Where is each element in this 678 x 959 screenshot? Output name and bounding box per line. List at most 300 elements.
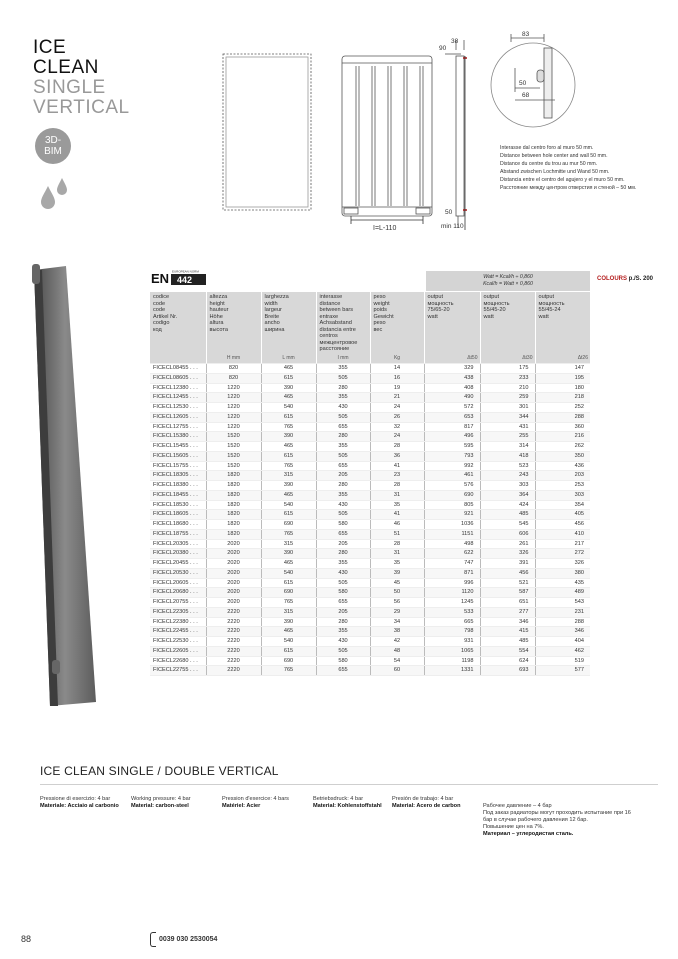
pressure-de [313,796,395,810]
table-row [150,529,590,539]
table-row [150,559,590,569]
table-header-cell [424,292,480,354]
header-line: Achsabstand [319,320,352,326]
table-cell: 1198 [424,656,480,666]
table-cell: 572 [424,403,480,413]
table-row [150,490,590,500]
product-code: FICECL12455 . . . [150,393,206,403]
pressure-de-l2: Material: Kohlenstoffstahl [313,803,382,809]
pressure-it-l1: Pressione di esercizio: 4 bar [40,796,111,802]
table-cell: 485 [480,510,535,520]
table-row [150,646,590,656]
pressure-es [392,796,474,810]
unit-cell: Δt50 [424,354,480,364]
header-line: ancho [264,320,280,326]
table-cell: 259 [480,393,535,403]
table-cell: 38 [370,627,424,637]
header-line: between bars [319,307,354,313]
table-cell: 175 [480,364,535,374]
table-cell: 41 [370,510,424,520]
table-cell: 46 [370,520,424,530]
header-line: distancia entre [319,326,356,333]
table-cell: 355 [316,490,370,500]
table-header-cell [261,292,316,354]
table-cell: 747 [424,559,480,569]
table-cell: 346 [480,617,535,627]
bim-badge[interactable] [35,128,71,164]
dim-50b: 50 [445,209,453,216]
product-code: FICECL15380 . . . [150,432,206,442]
table-row [150,568,590,578]
table-cell: 540 [261,403,316,413]
table-cell: 2220 [206,637,261,647]
table-cell: 1220 [206,383,261,393]
front-view-outline [223,54,311,210]
watt-line-1: Watt = Kcal/h ÷ 0,860 [483,274,533,280]
header-line: interasse [319,294,343,300]
table-cell: 580 [316,656,370,666]
table-cell: 805 [424,500,480,510]
header-line: code [153,300,166,307]
table-row [150,403,590,413]
table-cell: 798 [424,627,480,637]
table-cell: 216 [535,432,590,442]
table-cell: 465 [261,559,316,569]
product-code: FICECL22605 . . . [150,646,206,656]
table-cell: 252 [535,403,590,413]
table-cell: 1520 [206,432,261,442]
table-cell: 465 [261,627,316,637]
phone-icon [150,932,156,947]
dim-min: min 110 [441,223,464,230]
table-cell: 595 [424,442,480,452]
table-cell: 465 [261,393,316,403]
pressure-en-l1: Working pressure: 4 bar [131,796,191,802]
table-cell: 1820 [206,500,261,510]
pressure-fr-l2: Matériel: Acier [222,803,261,809]
table-cell: 1120 [424,588,480,598]
header-line: entraxe [319,313,339,320]
table-cell: 540 [261,500,316,510]
table-cell: 50 [370,588,424,598]
table-row [150,383,590,393]
table-cell: 303 [480,481,535,491]
table-cell: 280 [316,617,370,627]
table-header-cell [480,292,535,354]
product-title [33,38,130,118]
table-cell: 996 [424,578,480,588]
pressure-en-l2: Material: carbon-steel [131,803,189,809]
table-cell: 205 [316,607,370,617]
table-cell: 690 [261,520,316,530]
product-code: FICECL12380 . . . [150,383,206,393]
table-row [150,637,590,647]
table-cell: 346 [535,627,590,637]
table-cell: 210 [480,383,535,393]
table-row [150,471,590,481]
table-cell: 540 [261,568,316,578]
table-cell: 540 [261,637,316,647]
table-cell: 430 [316,403,370,413]
header-line: larghezza [264,294,289,300]
table-cell: 1151 [424,529,480,539]
table-header-cell [535,292,590,354]
pressure-ru-l1: Рабочее давление – 4 бар Под заказ радиаторы могут проходить испытание при 16 бар в случае рабочего давления 12 бар. Повышение цен на 7%. [483,803,631,830]
table-cell: 693 [480,666,535,676]
table-cell: 231 [535,607,590,617]
table-cell: 793 [424,451,480,461]
table-cell: 205 [316,539,370,549]
table-cell: 34 [370,617,424,627]
table-cell: 404 [535,637,590,647]
table-cell: 2020 [206,549,261,559]
table-cell: 921 [424,510,480,520]
note-fr: Distance du centre du trou au mur 50 mm. [500,161,598,167]
table-cell: 438 [424,373,480,383]
table-cell: 615 [261,646,316,656]
table-cell: 41 [370,461,424,471]
title-line-3: SINGLE [33,77,106,98]
watt-conversion [426,271,590,291]
table-cell: 519 [535,656,590,666]
header-line: Höhe [209,313,223,320]
table-cell: 280 [316,481,370,491]
table-cell: 820 [206,373,261,383]
table-cell: 490 [424,393,480,403]
pressure-ru-l2: Материал – углеродистая сталь. [483,831,574,837]
product-code: FICECL15755 . . . [150,461,206,471]
table-cell: 505 [316,578,370,588]
table-cell: 261 [480,539,535,549]
product-code: FICECL15605 . . . [150,451,206,461]
pressure-es-l2: Material: Acero de carbon [392,803,461,809]
table-cell: 350 [535,451,590,461]
table-cell: 690 [424,490,480,500]
header-line: weight [373,300,390,307]
table-cell: 1820 [206,471,261,481]
table-cell: 390 [261,383,316,393]
header-line: мощность [483,300,510,307]
table-cell: 390 [261,432,316,442]
table-header-cell [370,292,424,354]
table-cell: 205 [316,471,370,481]
table-header-cell [150,292,206,354]
table-cell: 485 [480,637,535,647]
logo-small: EUROPEAN NORM [172,269,199,274]
table-cell: 243 [480,471,535,481]
table-cell: 23 [370,471,424,481]
product-code: FICECL18305 . . . [150,471,206,481]
header-line: output [483,294,500,300]
pressure-fr [222,796,304,810]
table-cell: 255 [480,432,535,442]
table-cell: 315 [261,607,316,617]
water-drops-icon [38,176,78,210]
table-cell: 315 [261,539,316,549]
table-cell: 523 [480,461,535,471]
table-cell: 653 [424,412,480,422]
pressure-ru [483,796,633,845]
table-cell: 655 [316,422,370,432]
table-cell: 1820 [206,510,261,520]
table-cell: 35 [370,500,424,510]
wall-distance-notes [500,144,670,192]
table-cell: 390 [261,549,316,559]
table-cell: 36 [370,451,424,461]
table-cell: 1036 [424,520,480,530]
table-cell: 505 [316,373,370,383]
table-cell: 2220 [206,666,261,676]
header-line: altezza [209,294,228,300]
table-cell: 272 [535,549,590,559]
header-line: code [153,307,166,313]
table-cell: 16 [370,373,424,383]
header-line: codigo [153,320,170,326]
unit-cell: H mm [206,354,261,364]
table-cell: 580 [316,588,370,598]
table-cell: 39 [370,568,424,578]
pressure-it-l2: Materiale: Acciaio al carbonio [40,803,119,809]
table-row [150,442,590,452]
table-row [150,588,590,598]
table-cell: 992 [424,461,480,471]
note-de: Abstand zwischen Lochmitte und Wand 50 mm. [500,169,610,175]
pressure-fr-l1: Pression d'exercice: 4 bars [222,796,289,802]
table-cell: 31 [370,490,424,500]
table-cell: 19 [370,383,424,393]
product-code: FICECL20605 . . . [150,578,206,588]
table-row [150,432,590,442]
table-cell: 543 [535,598,590,608]
table-cell: 554 [480,646,535,656]
table-cell: 415 [480,627,535,637]
table-cell: 505 [316,646,370,656]
logo-en: EN [151,271,170,286]
table-cell: 42 [370,637,424,647]
header-line: watt [427,313,438,320]
table-cell: 344 [480,412,535,422]
header-line: codice [153,294,170,300]
radiator-image [30,262,100,712]
table-cell: 28 [370,442,424,452]
table-cell: 489 [535,588,590,598]
table-cell: 820 [206,364,261,374]
table-cell: 430 [316,637,370,647]
table-cell: 408 [424,383,480,393]
table-cell: 2220 [206,627,261,637]
product-code: FICECL15455 . . . [150,442,206,452]
dim-68: 68 [522,92,530,99]
header-line: output [427,294,444,300]
product-code: FICECL22305 . . . [150,607,206,617]
unit-cell: Δt30 [480,354,535,364]
product-code: FICECL20455 . . . [150,559,206,569]
table-row [150,627,590,637]
header-line: Breite [264,313,280,320]
colours-link[interactable] [597,276,653,282]
table-cell: 1520 [206,461,261,471]
back-view [342,56,432,224]
table-row [150,607,590,617]
table-cell: 615 [261,510,316,520]
table-cell: 655 [316,666,370,676]
table-cell: 456 [480,568,535,578]
table-cell: 203 [535,471,590,481]
table-cell: 354 [535,500,590,510]
unit-cell: Δt26 [535,354,590,364]
table-cell: 233 [480,373,535,383]
bim-line-2: BIM [44,146,62,157]
pressure-es-l1: Presión de trabajo: 4 bar [392,796,454,802]
table-cell: 424 [480,500,535,510]
note-es: Distancia entre el centro del agujero y el muro 50 mm. [500,177,625,183]
product-code: FICECL18680 . . . [150,520,206,530]
header-line: расстояние [319,346,350,352]
note-it: Interasse dal centro foro al muro 50 mm. [500,145,594,151]
table-row [150,578,590,588]
product-code: FICECL20305 . . . [150,539,206,549]
table-header [150,292,590,354]
table-cell: 1820 [206,481,261,491]
product-code: FICECL20530 . . . [150,568,206,578]
table-cell: 622 [424,549,480,559]
table-row [150,412,590,422]
table-cell: 326 [535,559,590,569]
dim-90: 90 [439,45,447,52]
header-line: largeur [264,307,282,313]
table-cell: 303 [535,490,590,500]
product-code: FICECL22530 . . . [150,637,206,647]
header-line: мощность [538,300,565,307]
product-code: FICECL18755 . . . [150,529,206,539]
table-cell: 2020 [206,588,261,598]
product-code: FICECL22380 . . . [150,617,206,627]
table-cell: 21 [370,393,424,403]
phone-contact[interactable] [150,932,217,947]
product-code: FICECL18455 . . . [150,490,206,500]
table-header-cell [316,292,370,354]
table-cell: 521 [480,578,535,588]
table-cell: 1245 [424,598,480,608]
table-cell: 288 [535,412,590,422]
table-row [150,539,590,549]
side-view [445,40,467,230]
table-row [150,666,590,676]
table-cell: 262 [535,442,590,452]
table-cell: 31 [370,549,424,559]
header-line: мощность [427,300,454,307]
table-cell: 765 [261,529,316,539]
unit-cell: I mm [316,354,370,364]
table-cell: 1820 [206,520,261,530]
unit-cell [150,354,206,364]
title-line-2: CLEAN [33,57,99,78]
header-line: height [209,300,225,307]
dim-83: 83 [522,31,530,38]
table-cell: 431 [480,422,535,432]
table-cell: 390 [261,617,316,627]
table-row [150,617,590,627]
table-cell: 29 [370,607,424,617]
table-cell: 364 [480,490,535,500]
table-cell: 576 [424,481,480,491]
header-line: 55/45-20 [483,307,506,313]
table-cell: 360 [535,422,590,432]
table-row [150,364,590,374]
colours-page: p./S. 200 [628,276,654,282]
header-line: Artikel Nr. [153,313,178,320]
pressure-it [40,796,122,810]
table-row [150,422,590,432]
product-code: FICECL18605 . . . [150,510,206,520]
header-line: ширина [264,326,285,333]
table-cell: 465 [261,490,316,500]
header-line: вес [373,326,383,333]
table-cell: 1220 [206,403,261,413]
table-cell: 277 [480,607,535,617]
table-cell: 817 [424,422,480,432]
table-cell: 14 [370,364,424,374]
header-line: hauteur [209,307,229,313]
table-cell: 314 [480,442,535,452]
table-cell: 1331 [424,666,480,676]
table-row [150,520,590,530]
table-cell: 218 [535,393,590,403]
table-cell: 505 [316,412,370,422]
table-cell: 180 [535,383,590,393]
table-cell: 765 [261,666,316,676]
table-cell: 931 [424,637,480,647]
technical-drawing [215,30,670,235]
header-line: код [153,326,162,333]
table-cell: 505 [316,510,370,520]
product-code: FICECL22755 . . . [150,666,206,676]
table-cell: 32 [370,422,424,432]
header-line: altura [209,320,224,326]
table-row [150,461,590,471]
table-row [150,549,590,559]
table-cell: 280 [316,432,370,442]
table-cell: 456 [535,520,590,530]
table-cell: 355 [316,627,370,637]
pressure-en [131,796,213,810]
table-cell: 2220 [206,607,261,617]
table-cell: 1065 [424,646,480,656]
product-code: FICECL20680 . . . [150,588,206,598]
table-cell: 496 [424,432,480,442]
table-cell: 45 [370,578,424,588]
table-cell: 391 [480,559,535,569]
table-cell: 2220 [206,617,261,627]
table-cell: 765 [261,422,316,432]
table-cell: 329 [424,364,480,374]
table-cell: 410 [535,529,590,539]
table-cell: 301 [480,403,535,413]
table-cell: 465 [261,442,316,452]
table-cell: 355 [316,442,370,452]
table-cell: 147 [535,364,590,374]
table-cell: 615 [261,373,316,383]
table-row [150,656,590,666]
table-cell: 56 [370,598,424,608]
table-cell: 28 [370,481,424,491]
table-cell: 430 [316,568,370,578]
table-cell: 430 [316,500,370,510]
table-cell: 24 [370,432,424,442]
table-cell: 1520 [206,451,261,461]
product-code: FICECL12755 . . . [150,422,206,432]
table-cell: 288 [535,617,590,627]
